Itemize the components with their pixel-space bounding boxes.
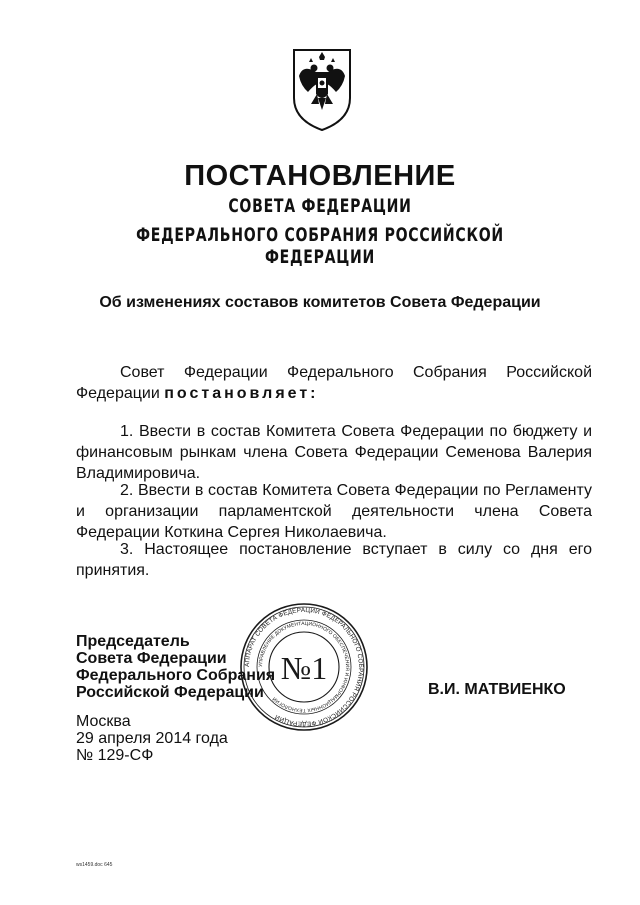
issuer-heading-line-2: ФЕДЕРАЛЬНОГО СОБРАНИЯ РОССИЙСКОЙ ФЕДЕРАЦИИ: [136, 224, 504, 268]
coat-of-arms-icon: [289, 46, 355, 132]
seal-inner-text: УПРАВЛЕНИЕ ДОКУМЕНТАЦИОННОГО ОБЕСПЕЧЕНИЯ И ИНФОРМАЦИОННЫХ ТЕХНОЛОГИЙ: [258, 621, 350, 713]
signatory-name: В.И. МАТВИЕНКО: [428, 681, 566, 698]
intro-verb: постановляет:: [164, 385, 319, 402]
item-text-2: 2. Ввести в состав Комитета Совета Федерации по Регламенту и организации парламентской деятельности члена Совета Федерации Коткина Сергея Николаевича.: [76, 482, 592, 541]
intro-text: Совет Федерации Федерального Собрания Российской Федерации: [76, 364, 592, 402]
signatory-position-line-4: Российской Федерации: [76, 684, 264, 701]
document-type-heading: ПОСТАНОВЛЕНИЕ: [184, 160, 456, 192]
item-paragraph-3: [76, 539, 592, 581]
document-subject: Об изменениях составов комитетов Совета Федерации: [99, 294, 541, 311]
item-text-3: 3. Настоящее постановление вступает в силу со дня его принятия.: [76, 541, 592, 579]
document-number: № 129-СФ: [76, 747, 154, 764]
item-paragraph-2: [76, 480, 592, 543]
date: 29 апреля 2014 года: [76, 730, 228, 747]
seal-center-number: №1: [280, 650, 328, 686]
footer-code: ws1459.doc 645: [76, 862, 113, 868]
coat-of-arms-emblem: [289, 46, 355, 132]
issuer-heading-line-1: СОВЕТА ФЕДЕРАЦИИ: [228, 195, 412, 217]
city: Москва: [76, 713, 131, 730]
official-seal-icon: [238, 601, 370, 733]
signatory-position-line-1: Председатель: [76, 633, 190, 650]
official-seal: [238, 601, 370, 733]
seal-outer-text: АППАРАТ СОВЕТА ФЕДЕРАЦИИ ФЕДЕРАЛЬНОГО СОБРАНИЯ РОССИЙСКОЙ ФЕДЕРАЦИИ: [243, 606, 365, 728]
signatory-position-line-2: Совета Федерации: [76, 650, 227, 667]
intro-paragraph: [76, 362, 592, 404]
item-paragraph-1: [76, 421, 592, 484]
item-text-1: 1. Ввести в состав Комитета Совета Федерации по бюджету и финансовым рынкам члена Совета Федерации Семенова Валерия Владимировича.: [76, 423, 592, 482]
signatory-position-line-3: Федерального Собрания: [76, 667, 276, 684]
